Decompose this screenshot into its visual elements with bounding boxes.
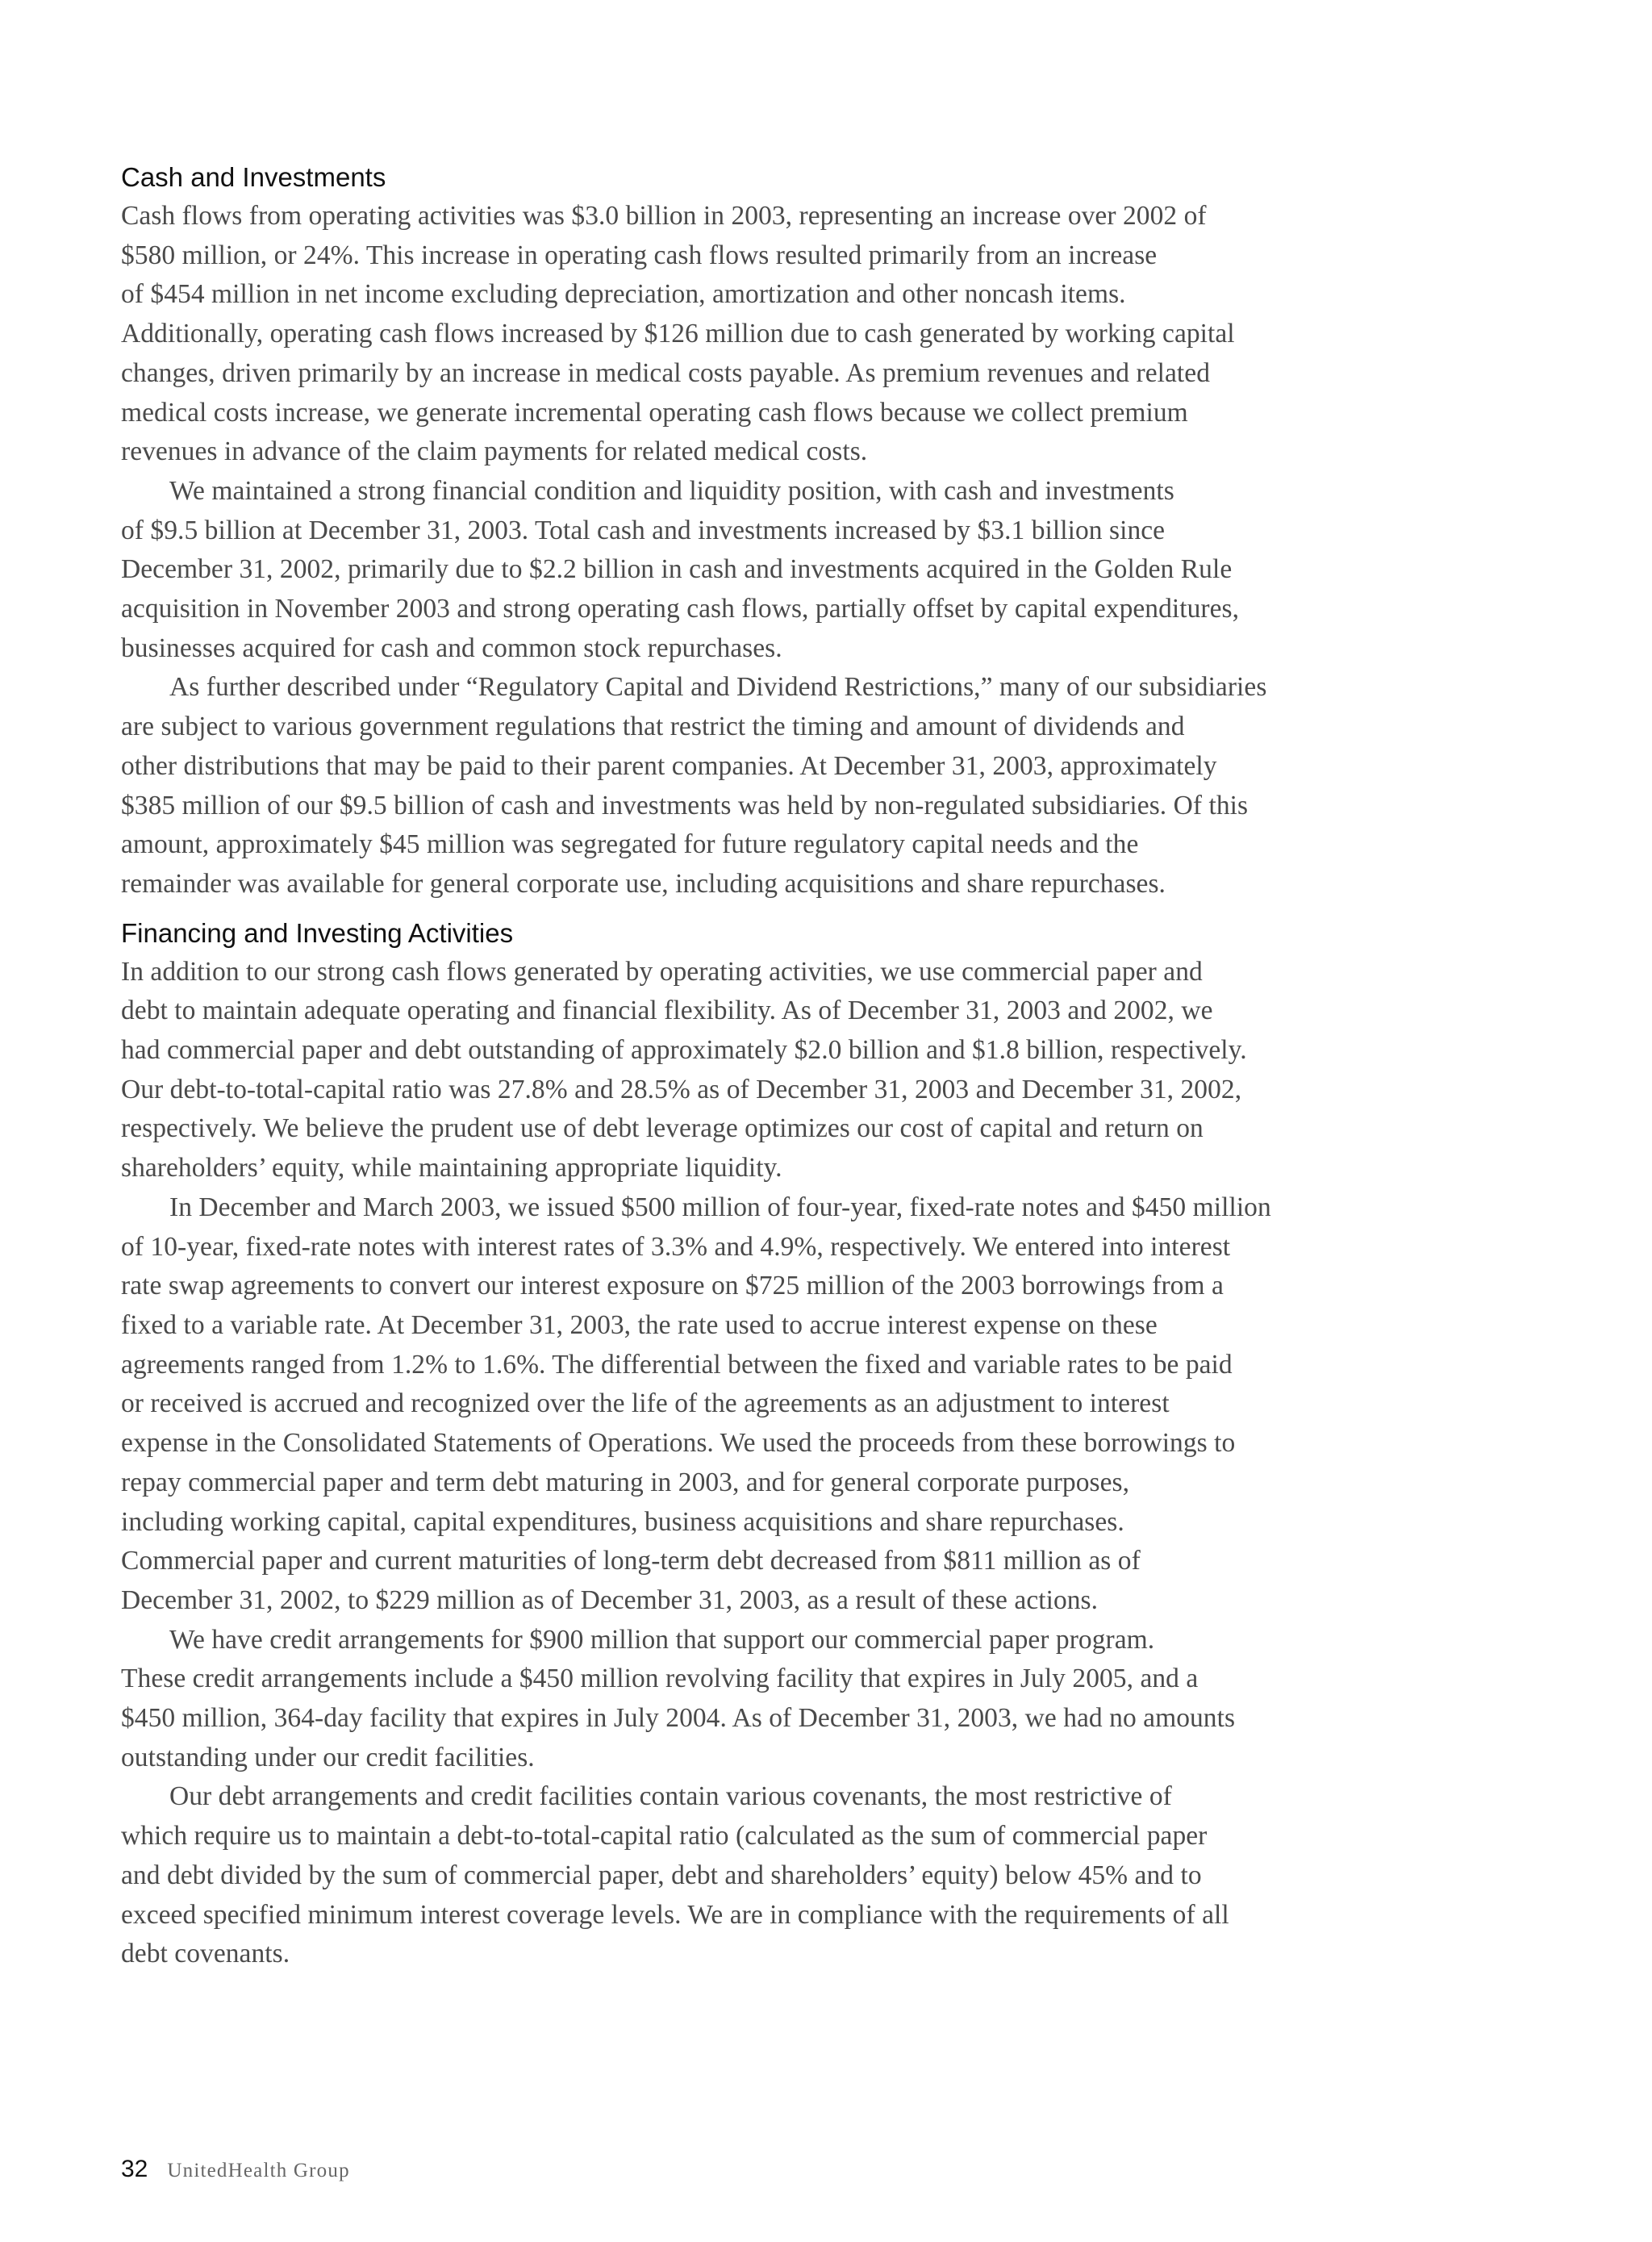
paragraph: Cash flows from operating activities was $3.0 billion in 2003, representing an increase over 2002 of $580 million, or 24%. This increase in operating cash flows resulted primarily from an increase of $454 million in net income excluding depreciation, amortization and other noncash items. Additionally, operating cash flows increased by $126 million due to cash generated by working capital changes, driven primarily by an increase in medical costs payable. As premium revenues and related medical costs increase, we generate incremental operating cash flows because we collect premium revenues in advance of the claim payments for related medical costs.	[121, 201, 1235, 467]
paragraph: In December and March 2003, we issued $500 million of four-year, fixed-rate notes and $450 million of 10-year, fixed-rate notes with interest rates of 3.3% and 4.9%, respectively. We entered into interest rate swap agreements to convert our interest exposure on $725 million of the 2003 borrowings from a fixed to a variable rate. At December 31, 2003, the rate used to accrue interest expense on these agreements ranged from 1.2% to 1.6%. The differential between the fixed and variable rates to be paid or received is accrued and recognized over the life of the agreements as an adjustment to interest expense in the Consolidated Statements of Operations. We used the proceeds from these borrowings to repay commercial paper and term debt maturing in 2003, and for general corporate purposes, including working capital, capital expenditures, business acquisitions and share repurchases. Commercial paper and current maturities of long-term debt decreased from $811 million as of December 31, 2002, to $229 million as of December 31, 2003, as a result of these actions.	[121, 1192, 1271, 1615]
company-name: UnitedHealth Group	[167, 2160, 350, 2181]
paragraph: We have credit arrangements for $900 million that support our commercial paper program. These credit arrangements include a $450 million revolving facility that expires in July 2005, and a $450 million, 364-day facility that expires in July 2004. As of December 31, 2003, we had no amounts outstanding under our credit facilities.	[121, 1624, 1236, 1772]
document-body	[121, 158, 1452, 1974]
paragraph: In addition to our strong cash flows generated by operating activities, we use commercial paper and debt to maintain adequate operating and financial flexibility. As of December 31, 2003 and 2002, we had commercial paper and debt outstanding of approximately $2.0 billion and $1.8 billion, respectively. Our debt-to-total-capital ratio was 27.8% and 28.5% as of December 31, 2003 and December 31, 2002, respectively. We believe the prudent use of debt leverage optimizes our cost of capital and return on shareholders’ equity, while maintaining appropriate liquidity.	[121, 956, 1247, 1184]
section-heading-financing-and-investing: Financing and Investing Activities	[121, 917, 514, 948]
paragraph: We maintained a strong financial condition and liquidity position, with cash and investments of $9.5 billion at December 31, 2003. Total cash and investments increased by $3.1 billion since December 31, 2002, primarily due to $2.2 billion in cash and investments acquired in the Golden Rule acquisition in November 2003 and strong operating cash flows, partially offset by capital expenditures, businesses acquired for cash and common stock repurchases.	[121, 475, 1240, 663]
paragraph: Our debt arrangements and credit facilities contain various covenants, the most restrictive of which require us to maintain a debt-to-total-capital ratio (calculated as the sum of commercial paper and debt divided by the sum of commercial paper, debt and shareholders’ equity) below 45% and to exceed specified minimum interest coverage levels. We are in compliance with the requirements of all debt covenants.	[121, 1781, 1229, 1969]
page-footer	[121, 2156, 350, 2188]
page-number: 32	[121, 2156, 148, 2182]
paragraph: As further described under “Regulatory Capital and Dividend Restrictions,” many of our subsidiaries are subject to various government regulations that restrict the timing and amount of dividends and other distributions that may be paid to their parent companies. At December 31, 2003, approximately $385 million of our $9.5 billion of cash and investments was held by non-regulated subsidiaries. Of this amount, approximately $45 million was segregated for future regulatory capital needs and the remainder was available for general corporate use, including acquisitions and share repurchases.	[121, 672, 1267, 899]
section-heading-cash-and-investments: Cash and Investments	[121, 162, 386, 192]
